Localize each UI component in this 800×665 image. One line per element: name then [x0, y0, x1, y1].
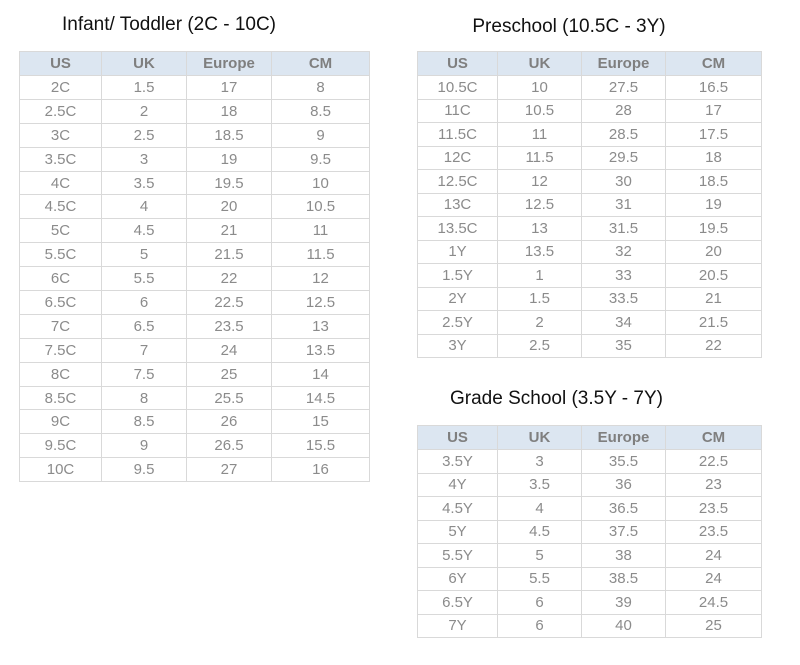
size-cell: 28 — [582, 99, 666, 123]
column-header-cm: CM — [272, 52, 370, 76]
table-row — [20, 386, 370, 410]
size-cell: 3.5Y — [418, 450, 498, 474]
size-cell: 33.5 — [582, 287, 666, 311]
size-cell: 3.5C — [20, 147, 102, 171]
size-cell: 12 — [272, 267, 370, 291]
column-header-cm: CM — [666, 52, 762, 76]
size-cell: 5 — [498, 544, 582, 568]
size-cell: 5.5Y — [418, 544, 498, 568]
grade-school-title: Grade School (3.5Y - 7Y) — [450, 388, 663, 409]
size-cell: 25.5 — [187, 386, 272, 410]
size-cell: 11.5 — [272, 243, 370, 267]
table-row — [418, 76, 762, 100]
size-cell: 13 — [272, 314, 370, 338]
size-cell: 9 — [102, 434, 187, 458]
size-cell: 11.5 — [498, 146, 582, 170]
size-cell: 4 — [102, 195, 187, 219]
size-cell: 21.5 — [666, 311, 762, 335]
size-cell: 24 — [187, 338, 272, 362]
size-cell: 12.5 — [272, 291, 370, 315]
size-cell: 6Y — [418, 567, 498, 591]
table-row — [418, 287, 762, 311]
size-cell: 40 — [582, 614, 666, 638]
size-cell: 23.5 — [666, 520, 762, 544]
column-header-europe: Europe — [187, 52, 272, 76]
table-row — [418, 99, 762, 123]
size-cell: 11 — [272, 219, 370, 243]
table-header — [20, 52, 370, 76]
size-cell: 5.5C — [20, 243, 102, 267]
size-cell: 4C — [20, 171, 102, 195]
table-row — [418, 217, 762, 241]
size-cell: 31.5 — [582, 217, 666, 241]
size-cell: 2.5 — [498, 334, 582, 358]
column-header-us: US — [20, 52, 102, 76]
column-header-uk: UK — [498, 426, 582, 450]
table-row — [418, 193, 762, 217]
size-cell: 16.5 — [666, 76, 762, 100]
size-cell: 39 — [582, 591, 666, 615]
size-cell: 9.5C — [20, 434, 102, 458]
size-cell: 34 — [582, 311, 666, 335]
size-cell: 6.5C — [20, 291, 102, 315]
size-cell: 13.5C — [418, 217, 498, 241]
size-cell: 25 — [187, 362, 272, 386]
infant-toddler-table — [19, 51, 370, 482]
preschool-table — [417, 51, 762, 358]
table-row — [418, 311, 762, 335]
size-cell: 30 — [582, 170, 666, 194]
column-header-uk: UK — [498, 52, 582, 76]
table-row — [20, 434, 370, 458]
size-cell: 6 — [498, 614, 582, 638]
column-header-us: US — [418, 426, 498, 450]
table-row — [418, 146, 762, 170]
size-cell: 1Y — [418, 240, 498, 264]
size-cell: 23.5 — [666, 497, 762, 521]
table-row — [20, 410, 370, 434]
size-cell: 3.5 — [102, 171, 187, 195]
size-cell: 21.5 — [187, 243, 272, 267]
size-cell: 20.5 — [666, 264, 762, 288]
size-cell: 14.5 — [272, 386, 370, 410]
table-row — [418, 170, 762, 194]
size-cell: 15.5 — [272, 434, 370, 458]
table-row — [20, 171, 370, 195]
size-cell: 35 — [582, 334, 666, 358]
size-cell: 4.5 — [498, 520, 582, 544]
table-row — [418, 544, 762, 568]
size-cell: 22.5 — [187, 291, 272, 315]
infant-toddler-title: Infant/ Toddler (2C - 10C) — [61, 14, 277, 35]
size-cell: 1.5 — [102, 76, 187, 100]
size-cell: 8.5 — [102, 410, 187, 434]
size-cell: 12.5 — [498, 193, 582, 217]
column-header-europe: Europe — [582, 52, 666, 76]
size-cell: 3 — [498, 450, 582, 474]
table-header — [418, 426, 762, 450]
size-cell: 23 — [666, 473, 762, 497]
size-cell: 2 — [498, 311, 582, 335]
table-row — [20, 147, 370, 171]
size-cell: 10.5 — [272, 195, 370, 219]
size-cell: 27 — [187, 458, 272, 482]
column-header-us: US — [418, 52, 498, 76]
size-cell: 5 — [102, 243, 187, 267]
size-cell: 13.5 — [498, 240, 582, 264]
size-cell: 10.5C — [418, 76, 498, 100]
header-row — [418, 52, 762, 76]
size-cell: 12.5C — [418, 170, 498, 194]
size-cell: 19.5 — [187, 171, 272, 195]
size-cell: 7Y — [418, 614, 498, 638]
size-cell: 8.5C — [20, 386, 102, 410]
size-cell: 13C — [418, 193, 498, 217]
size-cell: 19 — [666, 193, 762, 217]
size-cell: 12C — [418, 146, 498, 170]
table-header — [418, 52, 762, 76]
size-cell: 9.5 — [102, 458, 187, 482]
size-cell: 4.5C — [20, 195, 102, 219]
size-cell: 6C — [20, 267, 102, 291]
size-cell: 6.5 — [102, 314, 187, 338]
size-cell: 5.5 — [102, 267, 187, 291]
size-cell: 16 — [272, 458, 370, 482]
table-row — [418, 614, 762, 638]
size-cell: 22 — [666, 334, 762, 358]
preschool-title: Preschool (10.5C - 3Y) — [472, 16, 666, 37]
size-cell: 4.5 — [102, 219, 187, 243]
size-cell: 7.5 — [102, 362, 187, 386]
size-cell: 11C — [418, 99, 498, 123]
size-cell: 3.5 — [498, 473, 582, 497]
size-cell: 18 — [666, 146, 762, 170]
size-cell: 22.5 — [666, 450, 762, 474]
size-cell: 4.5Y — [418, 497, 498, 521]
size-cell: 6 — [102, 291, 187, 315]
size-cell: 5C — [20, 219, 102, 243]
size-cell: 4Y — [418, 473, 498, 497]
size-cell: 4 — [498, 497, 582, 521]
table-row — [418, 497, 762, 521]
size-cell: 20 — [666, 240, 762, 264]
size-cell: 8.5 — [272, 99, 370, 123]
size-cell: 10C — [20, 458, 102, 482]
size-cell: 8C — [20, 362, 102, 386]
size-cell: 29.5 — [582, 146, 666, 170]
size-cell: 9 — [272, 123, 370, 147]
table-row — [20, 291, 370, 315]
table-row — [20, 99, 370, 123]
size-cell: 18.5 — [666, 170, 762, 194]
size-cell: 10.5 — [498, 99, 582, 123]
size-cell: 17 — [187, 76, 272, 100]
size-cell: 18.5 — [187, 123, 272, 147]
table-row — [418, 240, 762, 264]
size-cell: 17 — [666, 99, 762, 123]
table-row — [418, 334, 762, 358]
size-cell: 10 — [498, 76, 582, 100]
size-cell: 19 — [187, 147, 272, 171]
size-cell: 3Y — [418, 334, 498, 358]
size-cell: 37.5 — [582, 520, 666, 544]
size-cell: 13.5 — [272, 338, 370, 362]
size-cell: 13 — [498, 217, 582, 241]
size-cell: 22 — [187, 267, 272, 291]
size-cell: 36 — [582, 473, 666, 497]
size-cell: 26.5 — [187, 434, 272, 458]
header-row — [418, 426, 762, 450]
size-cell: 12 — [498, 170, 582, 194]
size-cell: 23.5 — [187, 314, 272, 338]
table-row — [418, 591, 762, 615]
size-cell: 3 — [102, 147, 187, 171]
column-header-cm: CM — [666, 426, 762, 450]
size-cell: 28.5 — [582, 123, 666, 147]
size-cell: 6 — [498, 591, 582, 615]
size-cell: 7C — [20, 314, 102, 338]
size-cell: 11 — [498, 123, 582, 147]
size-cell: 11.5C — [418, 123, 498, 147]
table-row — [418, 264, 762, 288]
size-cell: 7.5C — [20, 338, 102, 362]
size-cell: 38 — [582, 544, 666, 568]
size-cell: 32 — [582, 240, 666, 264]
size-cell: 8 — [272, 76, 370, 100]
size-cell: 38.5 — [582, 567, 666, 591]
table-row — [418, 567, 762, 591]
size-cell: 25 — [666, 614, 762, 638]
header-row — [20, 52, 370, 76]
size-cell: 10 — [272, 171, 370, 195]
size-cell: 33 — [582, 264, 666, 288]
size-cell: 9.5 — [272, 147, 370, 171]
size-cell: 5.5 — [498, 567, 582, 591]
size-cell: 35.5 — [582, 450, 666, 474]
table-row — [20, 362, 370, 386]
table-row — [418, 473, 762, 497]
size-cell: 1.5 — [498, 287, 582, 311]
size-cell: 6.5Y — [418, 591, 498, 615]
size-cell: 24 — [666, 567, 762, 591]
size-cell: 21 — [666, 287, 762, 311]
column-header-europe: Europe — [582, 426, 666, 450]
size-cell: 21 — [187, 219, 272, 243]
size-cell: 24.5 — [666, 591, 762, 615]
size-cell: 31 — [582, 193, 666, 217]
size-cell: 19.5 — [666, 217, 762, 241]
size-cell: 24 — [666, 544, 762, 568]
table-row — [20, 267, 370, 291]
size-cell: 20 — [187, 195, 272, 219]
size-cell: 1 — [498, 264, 582, 288]
size-cell: 17.5 — [666, 123, 762, 147]
size-cell: 2.5Y — [418, 311, 498, 335]
size-cell: 2Y — [418, 287, 498, 311]
table-row — [20, 123, 370, 147]
size-cell: 2.5 — [102, 123, 187, 147]
table-row — [418, 450, 762, 474]
size-cell: 3C — [20, 123, 102, 147]
size-cell: 5Y — [418, 520, 498, 544]
size-cell: 27.5 — [582, 76, 666, 100]
size-cell: 2C — [20, 76, 102, 100]
table-row — [20, 243, 370, 267]
table-row — [20, 195, 370, 219]
size-cell: 2 — [102, 99, 187, 123]
table-row — [418, 520, 762, 544]
table-row — [20, 76, 370, 100]
table-row — [20, 338, 370, 362]
size-cell: 1.5Y — [418, 264, 498, 288]
table-row — [20, 314, 370, 338]
grade-school-table — [417, 425, 762, 638]
size-cell: 2.5C — [20, 99, 102, 123]
size-cell: 8 — [102, 386, 187, 410]
size-cell: 15 — [272, 410, 370, 434]
size-cell: 7 — [102, 338, 187, 362]
size-cell: 26 — [187, 410, 272, 434]
column-header-uk: UK — [102, 52, 187, 76]
size-cell: 36.5 — [582, 497, 666, 521]
table-row — [20, 458, 370, 482]
table-row — [20, 219, 370, 243]
table-row — [418, 123, 762, 147]
size-cell: 9C — [20, 410, 102, 434]
size-cell: 14 — [272, 362, 370, 386]
size-cell: 18 — [187, 99, 272, 123]
